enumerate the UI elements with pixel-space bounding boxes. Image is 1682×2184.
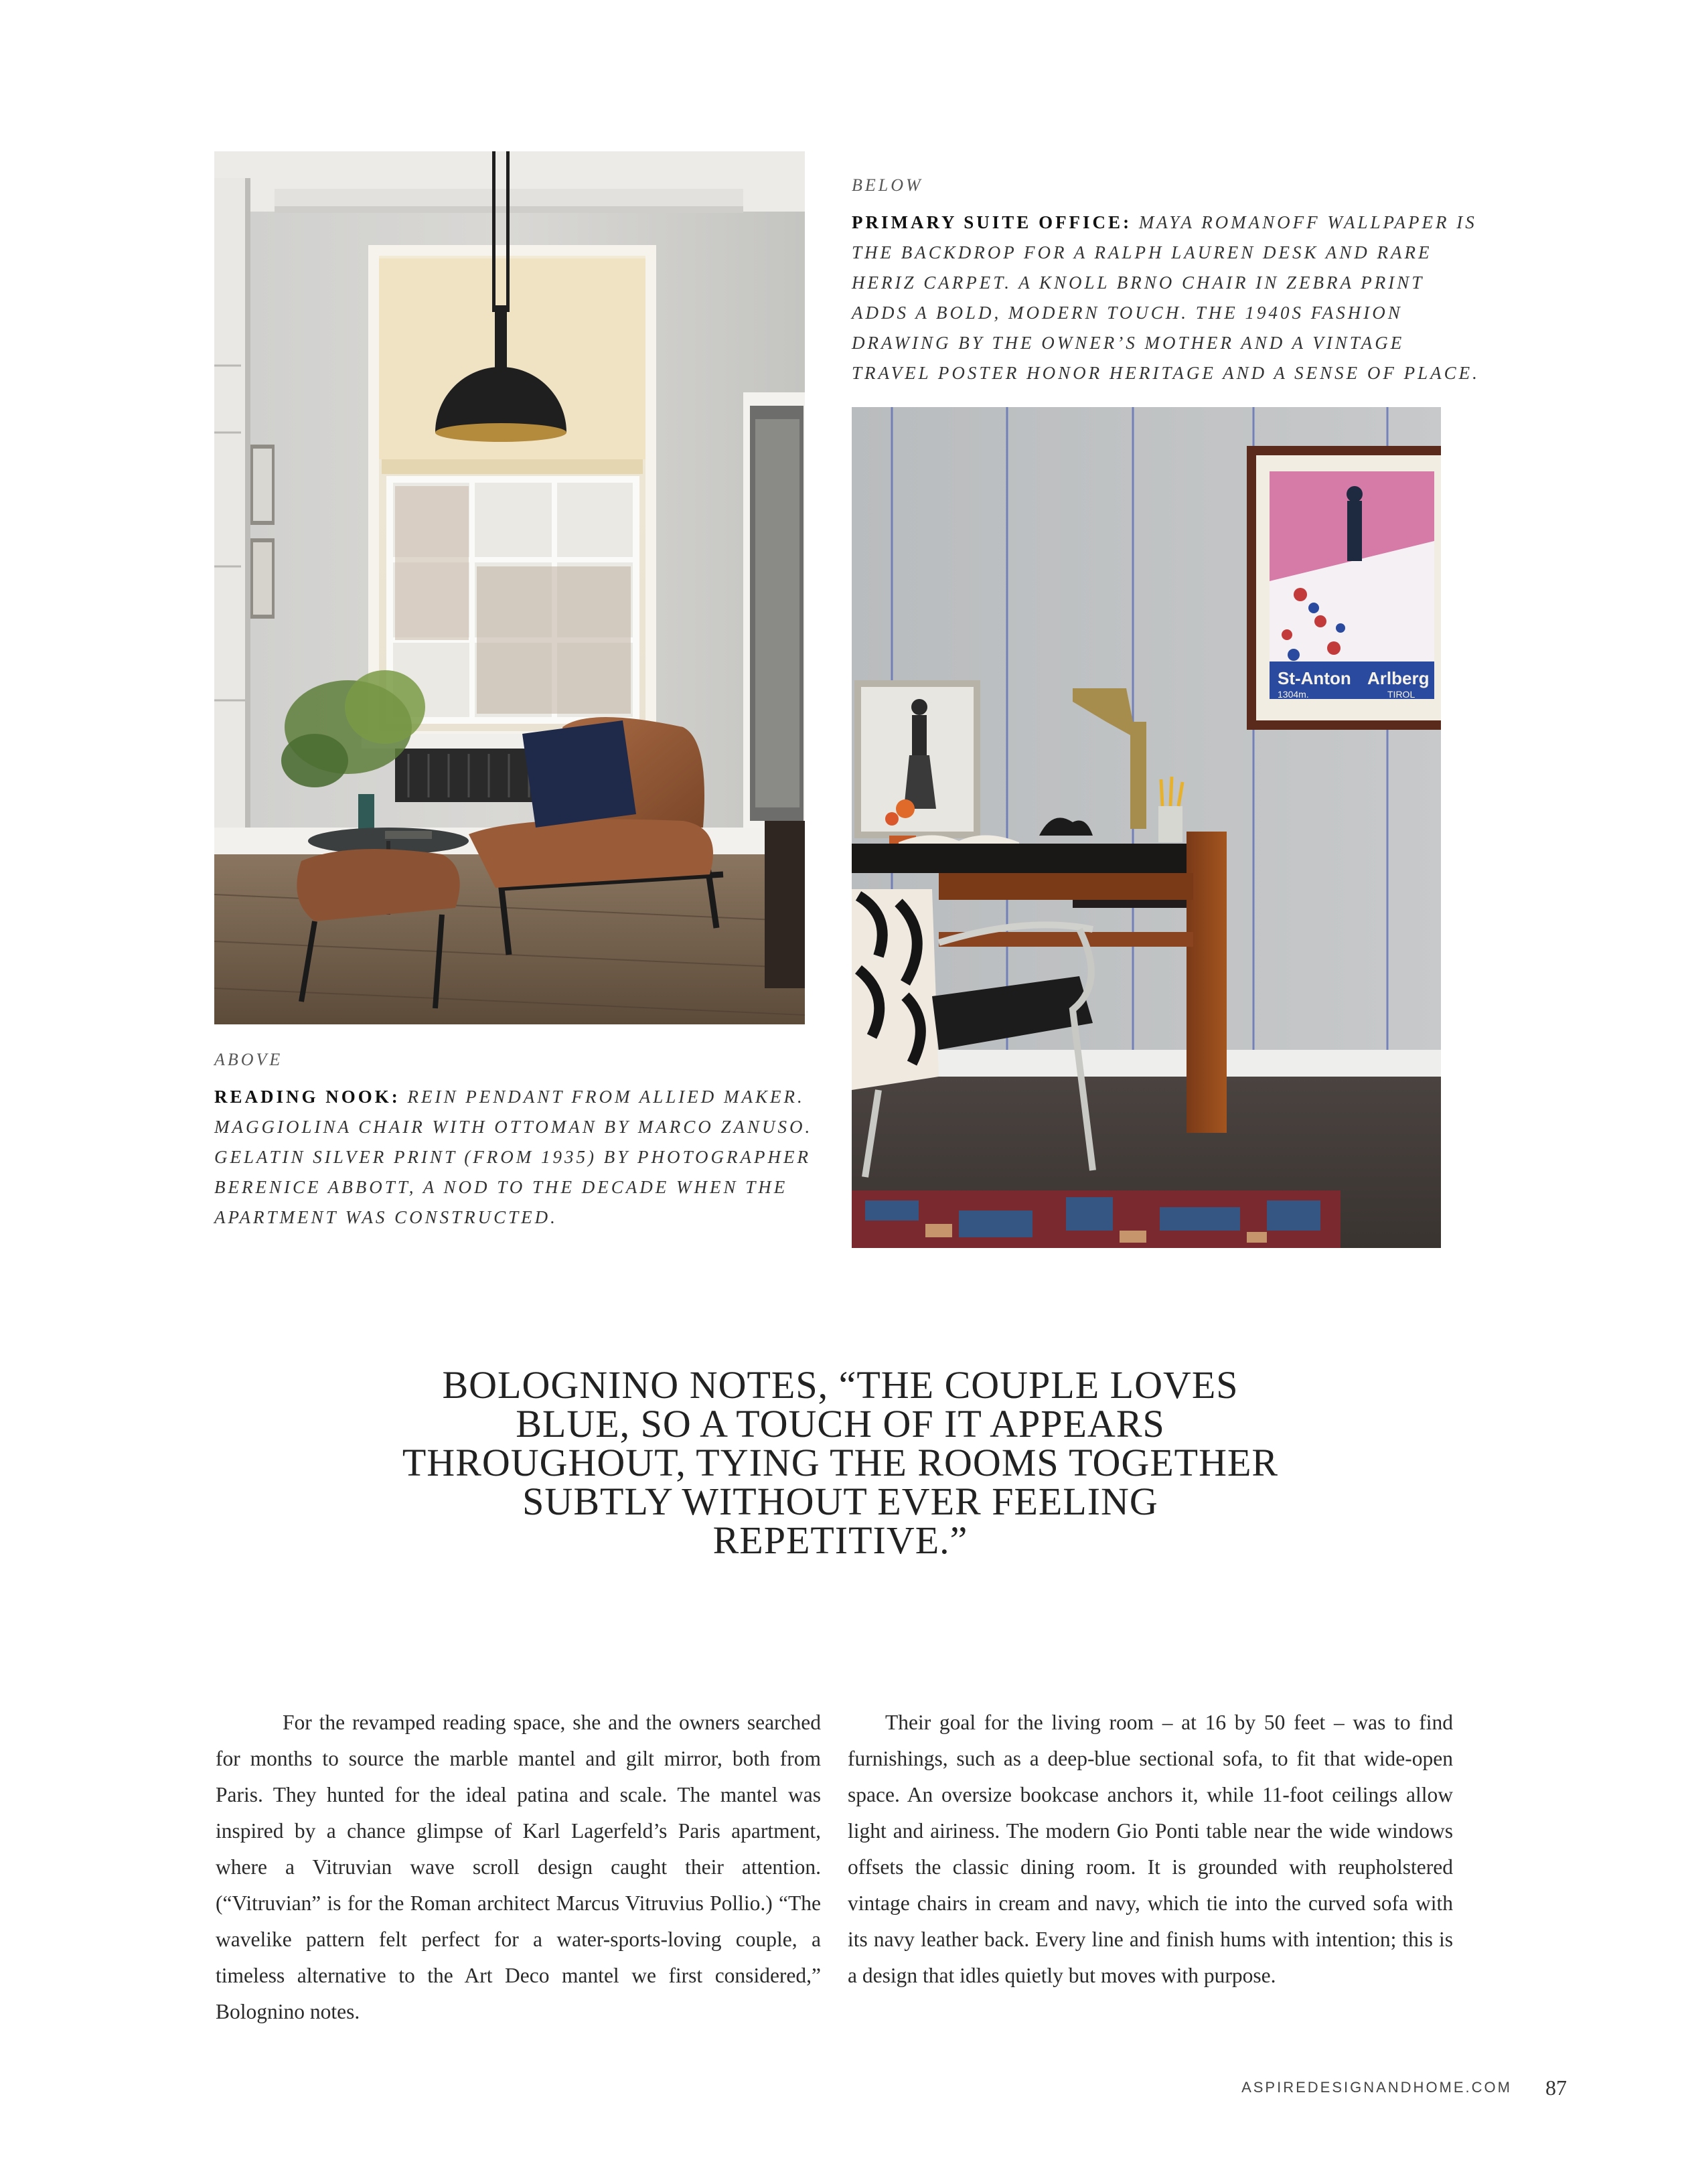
reading-nook-illustration — [214, 151, 805, 1024]
poster-text-arlberg: Arlberg — [1367, 668, 1430, 688]
body-text-left-column: For the revamped reading space, she and the owners searched for months to source the marble mantel and gilt mirror, both from Paris. They hunted for the ideal patina and scale. The mantel was inspired by a chance glimpse of Karl Lagerfeld’s Paris apartment, where a Vitruvian wave scroll design caught their attention. (“Vitruvian” is for the Roman architect Marcus Vitruvius Pollio.) “The wavelike pattern felt perfect for a water-sports-loving couple, a timeless alternative to the Art Deco mantel we first considered,” Bolognino notes. — [216, 1711, 821, 2023]
reading-nook-photo — [214, 151, 805, 1024]
poster-text-st-anton: St-Anton — [1278, 668, 1351, 688]
fashion-drawing — [854, 680, 980, 838]
caption-tag-above: ABOVE — [214, 1050, 283, 1069]
travel-poster — [1247, 446, 1441, 730]
office-photo — [852, 407, 1441, 1248]
pull-quote: BOLOGNINO NOTES, “THE COUPLE LOVES BLUE, SO A TOUCH OF IT APPEARS THROUGHOUT, TYING THE ROOMS TOGETHER SUBTLY WITHOUT EVER FEELING REPETITIVE.” — [402, 1363, 1279, 1562]
poster-text-altitude: 1304m. — [1278, 689, 1309, 700]
body-text-right-column: Their goal for the living room – at 16 by 50 feet – was to find furnishings, such as a deep-blue sectional sofa, to fit that wide-open space. An oversize bookcase anchors it, while 11-foot ceilings allow light and airiness. The modern Gio Ponti table near the wide windows offsets the classic dining room. It is grounded with reupholstered vintage chairs in cream and navy, which tie into the curved sofa with its navy leather back. Every line and finish hums with intention; this is a design that idles quietly but moves with purpose. — [848, 1711, 1453, 1987]
caption-lead-below: PRIMARY SUITE OFFICE: — [852, 212, 1132, 232]
footer-website: ASPIREDESIGNANDHOME.COM — [1241, 2079, 1512, 2096]
caption-rest-below: MAYA ROMANOFF WALLPAPER IS THE BACKDROP FOR A RALPH LAUREN DESK AND RARE HERIZ CARPET. A KNOLL BRNO CHAIR IN ZEBRA PRINT ADDS A BOLD, MODERN TOUCH. THE 1940S FASHION DRAWING BY THE OWNER’S MOTHER AND A VINTAGE TRAVEL POSTER HONOR HERITAGE AND A SENSE OF PLACE. — [852, 212, 1480, 383]
caption-rest-above: REIN PENDANT FROM ALLIED MAKER. MAGGIOLINA CHAIR WITH OTTOMAN BY MARCO ZANUSO. GELATIN SILVER PRINT (FROM 1935) BY PHOTOGRAPHER BERENICE ABBOTT, A NOD TO THE DECADE WHEN THE APARTMENT WAS CONSTRUCTED. — [214, 1087, 813, 1227]
caption-lead-above: READING NOOK: — [214, 1087, 400, 1107]
caption-text-below — [852, 208, 1481, 388]
caption-below — [852, 175, 1481, 388]
page-number: 87 — [1545, 2076, 1567, 2100]
caption-text-above — [214, 1082, 817, 1233]
office-illustration — [852, 407, 1441, 1248]
caption-tag-below: BELOW — [852, 175, 923, 195]
caption-above — [214, 1050, 817, 1233]
poster-text-tirol: TIROL — [1387, 689, 1416, 700]
